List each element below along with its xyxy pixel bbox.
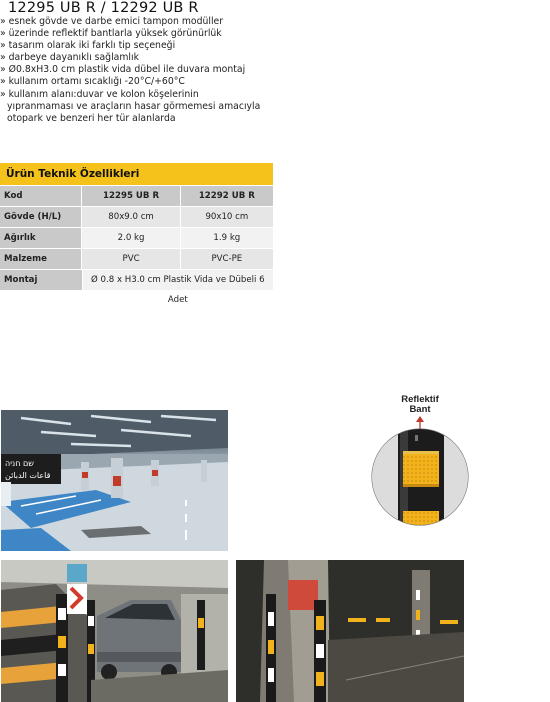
spec-row-label: Montaj xyxy=(0,270,82,290)
table-row xyxy=(0,227,273,248)
reflective-band-detail xyxy=(370,427,470,527)
spec-header-code-1: 12295 UB R xyxy=(81,186,179,206)
spec-row-label: Malzeme xyxy=(0,249,81,269)
spec-cell: Ø 0.8 x H3.0 cm Plastik Vida ve Dübeli 6 Adet xyxy=(82,270,273,290)
reflective-label-line-2: Bant xyxy=(409,404,431,415)
feature-item-continuation: otopark ve benzeri her tür alanlarda xyxy=(7,112,176,124)
table-row xyxy=(0,206,273,227)
parking-garage-photo xyxy=(1,410,228,551)
feature-item: » esnek gövde ve darbe emici tampon modüller xyxy=(0,16,224,27)
spec-table-header-row xyxy=(0,185,273,206)
reflective-band-label xyxy=(394,395,446,415)
spec-cell: 2.0 kg xyxy=(81,228,179,248)
spec-cell: 1.9 kg xyxy=(180,228,273,248)
feature-item: » tasarım olarak iki farklı tip seçeneği xyxy=(0,40,176,52)
spec-cell: PVC-PE xyxy=(180,249,273,269)
column-guard-illustration xyxy=(236,560,464,702)
parking-sign-text-1: שם חניה xyxy=(5,459,34,468)
band-detail-illustration xyxy=(370,427,470,527)
feature-item-continuation: yıpranmaması ve araçların hasar görmemesi amacıyla xyxy=(7,100,261,112)
feature-item: » kullanım ortamı sıcaklığı -20°C/+60°C xyxy=(0,76,185,88)
spec-table-title: Ürün Teknik Özellikleri xyxy=(0,163,273,185)
table-row xyxy=(0,248,273,269)
corner-guard-illustration xyxy=(1,560,228,702)
spec-row-label: Gövde (H/L) xyxy=(0,207,81,227)
parking-garage-illustration xyxy=(1,410,228,551)
product-title: 12295 UB R / 12292 UB R xyxy=(8,0,199,16)
spec-cell: 90x10 cm xyxy=(180,207,273,227)
spec-header-label: Kod xyxy=(4,191,23,201)
feature-item: » darbeye dayanıklı sağlamlık xyxy=(0,52,139,64)
feature-item: » Ø0.8xH3.0 cm plastik vida dübel ile duvara montaj xyxy=(0,64,246,76)
column-guard-photo xyxy=(236,560,464,702)
spec-cell: PVC xyxy=(81,249,179,269)
feature-item: » kullanım alanı:duvar ve kolon köşelerinin yıpranmaması ve araçların hasar görmemesi amacıyla otopark ve benzeri her tür alanlarda xyxy=(0,88,261,124)
corner-guard-photo xyxy=(1,560,228,702)
feature-item: » üzerinde reflektif bantlarla yüksek görünürlük xyxy=(0,28,222,40)
parking-sign-text-2: قاعات الدبائن xyxy=(5,471,51,480)
reflective-label-line-1: Reflektif xyxy=(401,394,439,405)
spec-header-code-2: 12292 UB R xyxy=(180,186,273,206)
table-row xyxy=(0,269,273,305)
spec-row-label: Ağırlık xyxy=(0,228,81,248)
spec-table xyxy=(0,163,273,305)
feature-list xyxy=(0,16,260,125)
spec-cell: 80x9.0 cm xyxy=(81,207,179,227)
